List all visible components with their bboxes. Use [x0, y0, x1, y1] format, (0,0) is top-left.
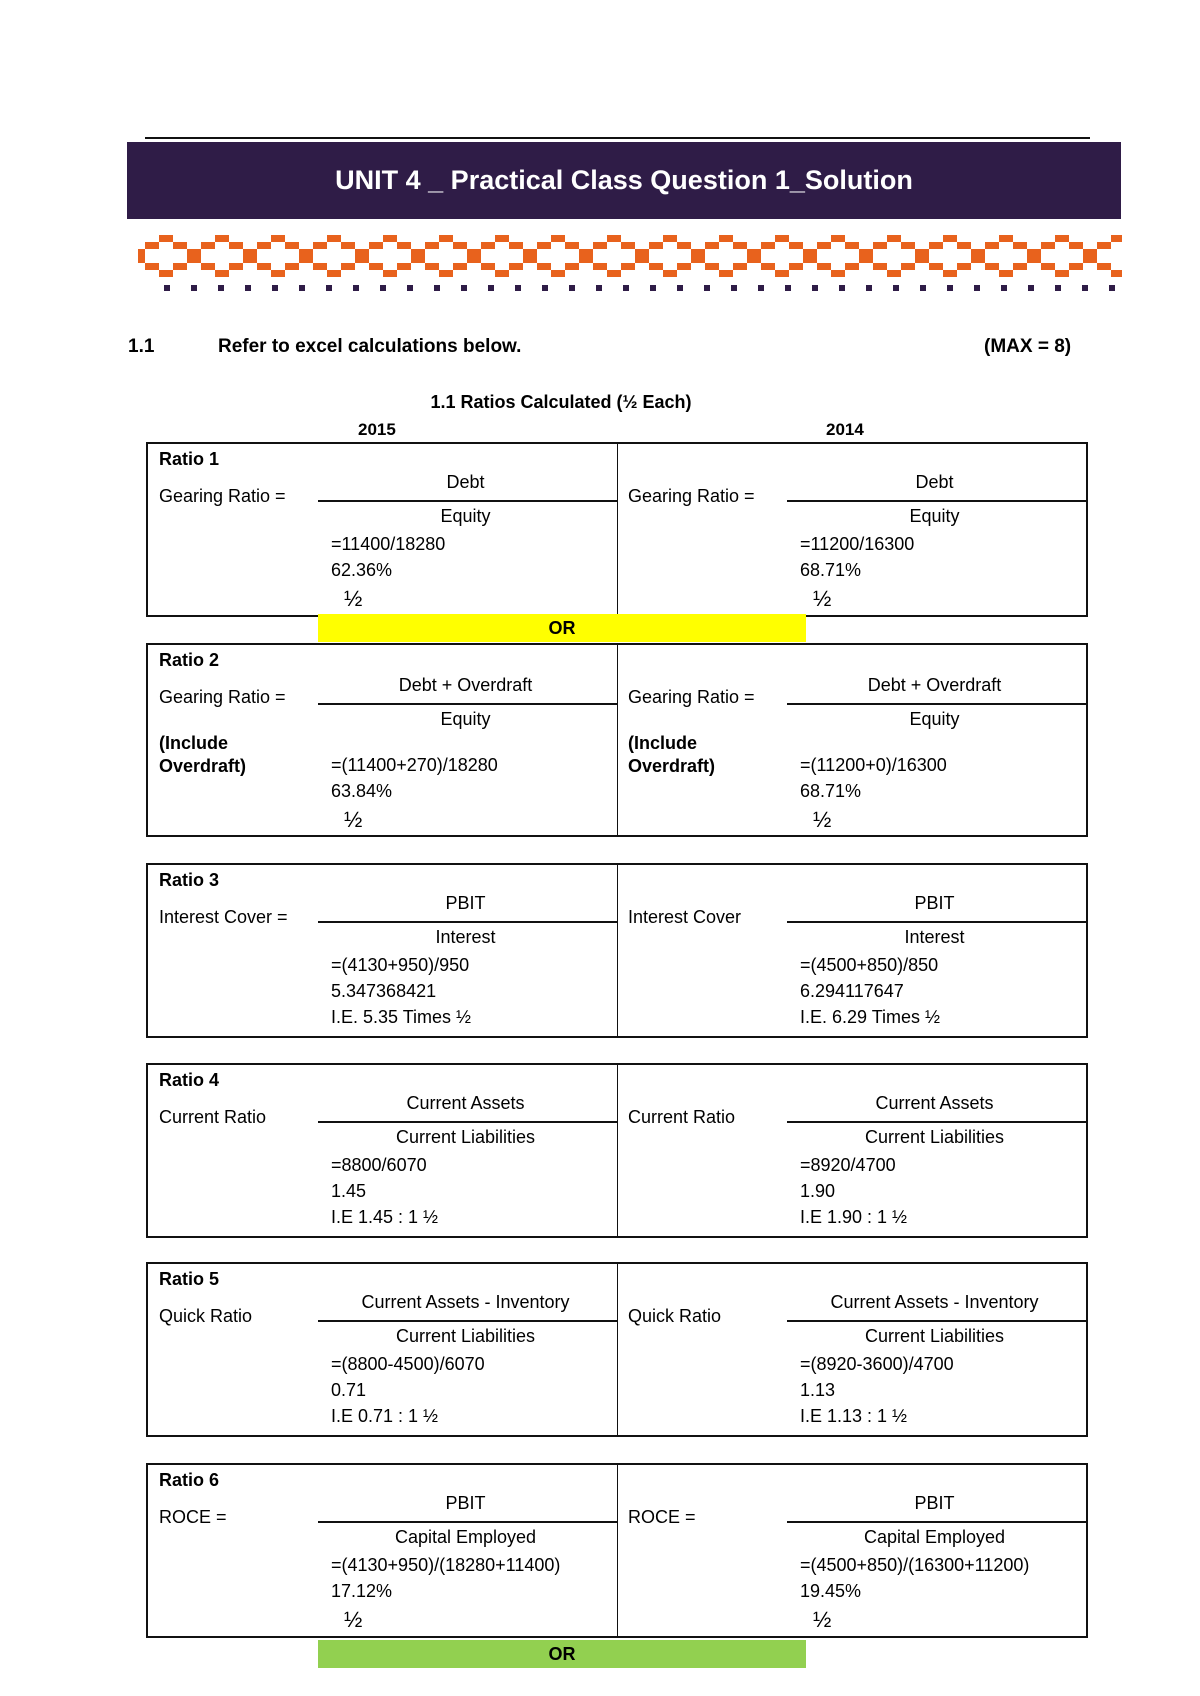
calculation-line: 19.45%	[800, 1581, 862, 1601]
question-max-marks: (MAX = 8)	[984, 336, 1072, 357]
formula-numerator: PBIT	[914, 1493, 955, 1513]
formula-denominator: Capital Employed	[863, 1527, 1006, 1547]
formula-numerator: Current Assets - Inventory	[830, 1292, 1039, 1312]
ratio-title: Ratio 5	[159, 1269, 220, 1289]
include-overdraft-note: Overdraft)	[159, 756, 247, 776]
calculation-line: =8920/4700	[800, 1155, 896, 1175]
calculation-line: =(4130+950)/(18280+11400)	[331, 1555, 561, 1575]
calculation-line: =(11400+270)/18280	[331, 755, 498, 775]
calculation-line: 63.84%	[331, 781, 393, 801]
formula-label: Gearing Ratio =	[159, 486, 286, 506]
table-caption: 1.1 Ratios Calculated (½ Each)	[430, 392, 692, 412]
calculation-line: I.E 1.13 : 1 ½	[800, 1406, 908, 1426]
ratio-cell-2015	[148, 645, 618, 835]
decorative-pattern	[138, 229, 1122, 294]
ratio-box	[146, 442, 1088, 617]
formula-numerator: Debt	[446, 472, 485, 492]
ratio-title: Ratio 4	[159, 1070, 220, 1090]
or-label: OR	[548, 618, 576, 638]
ratio-cell-2014	[617, 1065, 1086, 1236]
calculation-line: ½	[344, 807, 363, 832]
calculation-line: 1.45	[331, 1181, 367, 1201]
formula-denominator: Current Liabilities	[864, 1326, 1005, 1346]
formula-denominator: Current Liabilities	[395, 1127, 536, 1147]
formula-denominator: Equity	[440, 506, 491, 526]
calculation-line: ½	[813, 807, 832, 832]
calculation-line: I.E 1.45 : 1 ½	[331, 1207, 439, 1227]
question-number: 1.1	[128, 336, 155, 357]
ratio-title: Ratio 1	[159, 449, 220, 469]
year-label-2014: 2014	[826, 420, 864, 439]
calculation-line: ½	[813, 586, 832, 611]
calculation-line: =8800/6070	[331, 1155, 427, 1175]
formula-denominator: Current Liabilities	[395, 1326, 536, 1346]
question-text: Refer to excel calculations below.	[218, 336, 522, 357]
fraction-bar	[318, 500, 618, 502]
ratio-cell-2014	[617, 645, 1086, 835]
fraction-bar	[787, 1320, 1087, 1322]
include-overdraft-note: (Include	[628, 733, 698, 753]
fraction-bar	[318, 703, 618, 705]
fraction-bar	[787, 1521, 1087, 1523]
calculation-line: I.E 0.71 : 1 ½	[331, 1406, 439, 1426]
calculation-line: 68.71%	[800, 560, 862, 580]
fraction-bar	[787, 500, 1087, 502]
year-label-2015: 2015	[358, 420, 396, 439]
ratio-box	[146, 1063, 1088, 1238]
ratio-box	[146, 1463, 1088, 1638]
calculation-line: 1.13	[800, 1380, 836, 1400]
ratio-cell-2014	[617, 1465, 1086, 1636]
formula-label: ROCE =	[159, 1507, 227, 1527]
formula-denominator: Interest	[904, 927, 965, 947]
formula-label: Current Ratio	[159, 1107, 267, 1127]
formula-label: Quick Ratio	[159, 1306, 253, 1326]
calculation-line: =(4130+950)/950	[331, 955, 470, 975]
calculation-line: =(8920-3600)/4700	[800, 1354, 954, 1374]
fraction-bar	[318, 1521, 618, 1523]
formula-label: Interest Cover =	[159, 907, 288, 927]
calculation-line: 17.12%	[331, 1581, 393, 1601]
fraction-bar	[318, 1121, 618, 1123]
ratio-title: Ratio 3	[159, 870, 220, 890]
formula-numerator: PBIT	[445, 1493, 486, 1513]
include-overdraft-note: (Include	[159, 733, 229, 753]
calculation-line: 6.294117647	[800, 981, 904, 1001]
ratio-title: Ratio 2	[159, 650, 220, 670]
formula-label: ROCE =	[628, 1507, 696, 1527]
include-overdraft-note: Overdraft)	[628, 756, 716, 776]
formula-denominator: Current Liabilities	[864, 1127, 1005, 1147]
ratio-cell-2014	[617, 444, 1086, 615]
formula-denominator: Capital Employed	[394, 1527, 537, 1547]
formula-numerator: Current Assets	[875, 1093, 994, 1113]
formula-numerator: PBIT	[914, 893, 955, 913]
calculation-line: 0.71	[331, 1380, 367, 1400]
ratio-cell-2014	[617, 865, 1086, 1036]
ratio-box	[146, 1262, 1088, 1437]
calculation-line: ½	[344, 586, 363, 611]
formula-numerator: Debt + Overdraft	[398, 675, 533, 695]
calculation-line: 68.71%	[800, 781, 862, 801]
calculation-line: I.E. 6.29 Times ½	[800, 1007, 941, 1027]
fraction-bar	[787, 1121, 1087, 1123]
calculation-line: I.E 1.90 : 1 ½	[800, 1207, 908, 1227]
calculation-line: =(11200+0)/16300	[800, 755, 947, 775]
calculation-line: ½	[813, 1607, 832, 1632]
formula-numerator: Current Assets	[406, 1093, 525, 1113]
calculation-line: =11200/16300	[800, 534, 915, 554]
fraction-bar	[318, 1320, 618, 1322]
fraction-bar	[318, 921, 618, 923]
formula-numerator: Debt	[915, 472, 954, 492]
formula-label: Quick Ratio	[628, 1306, 722, 1326]
formula-numerator: Current Assets - Inventory	[361, 1292, 570, 1312]
formula-denominator: Equity	[909, 506, 960, 526]
ratio-cell-2015	[148, 1465, 618, 1636]
formula-denominator: Equity	[909, 709, 960, 729]
ratio-box	[146, 643, 1088, 837]
formula-label: Current Ratio	[628, 1107, 736, 1127]
calculation-line: ½	[344, 1607, 363, 1632]
page-title-banner	[127, 142, 1121, 219]
formula-label: Gearing Ratio =	[628, 486, 755, 506]
ratio-box	[146, 863, 1088, 1038]
ratio-title: Ratio 6	[159, 1470, 220, 1490]
ratio-cell-2015	[148, 444, 618, 615]
formula-label: Gearing Ratio =	[628, 687, 755, 707]
calculation-line: =(4500+850)/850	[800, 955, 939, 975]
formula-denominator: Interest	[435, 927, 496, 947]
formula-label: Interest Cover	[628, 907, 742, 927]
page-title: UNIT 4 _ Practical Class Question 1_Solution	[335, 165, 913, 195]
calculation-line: =(4500+850)/(16300+11200)	[800, 1555, 1030, 1575]
or-divider-yellow	[318, 614, 806, 642]
calculation-line: =(8800-4500)/6070	[331, 1354, 485, 1374]
fraction-bar	[787, 921, 1087, 923]
formula-numerator: PBIT	[445, 893, 486, 913]
formula-denominator: Equity	[440, 709, 491, 729]
ratio-cell-2015	[148, 1065, 618, 1236]
ratio-cell-2015	[148, 1264, 618, 1435]
calculation-line: 1.90	[800, 1181, 836, 1201]
calculation-line: 62.36%	[331, 560, 393, 580]
formula-label: Gearing Ratio =	[159, 687, 286, 707]
calculation-line: 5.347368421	[331, 981, 437, 1001]
ratio-cell-2015	[148, 865, 618, 1036]
ratio-cell-2014	[617, 1264, 1086, 1435]
calculation-line: I.E. 5.35 Times ½	[331, 1007, 472, 1027]
formula-numerator: Debt + Overdraft	[867, 675, 1002, 695]
or-divider-green	[318, 1640, 806, 1668]
fraction-bar	[787, 703, 1087, 705]
calculation-line: =11400/18280	[331, 534, 446, 554]
top-rule	[145, 137, 1090, 139]
or-label: OR	[548, 1644, 576, 1664]
